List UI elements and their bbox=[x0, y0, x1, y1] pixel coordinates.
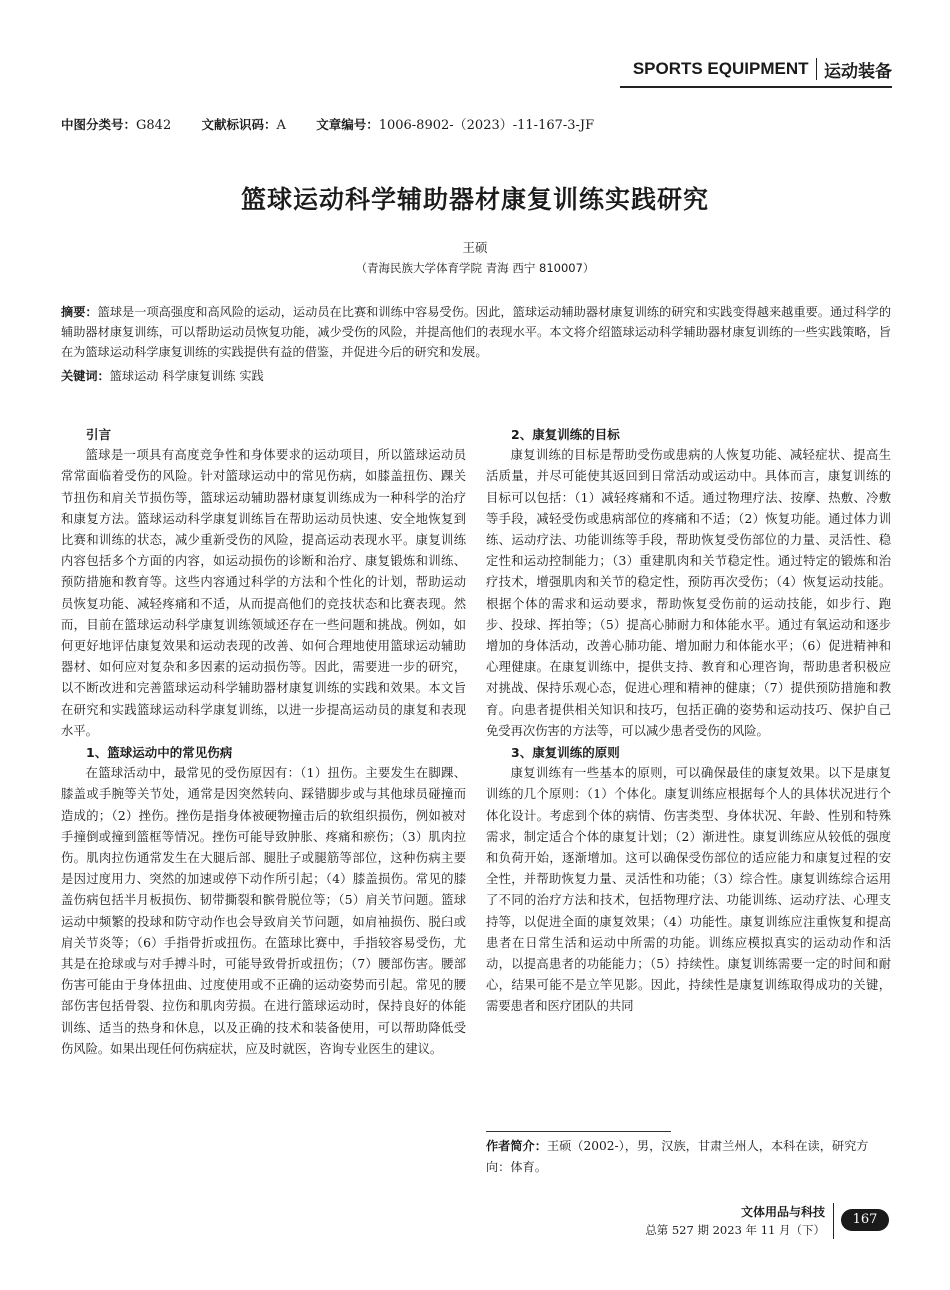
section-3-heading: 3、康复训练的原则 bbox=[511, 745, 620, 761]
section-3-paragraph: 康复训练有一些基本的原则，可以确保最佳的康复效果。以下是康复训练的几个原则：（1）个体化。康复训练应根据每个人的具体状况进行个体化设计。考虑到个体的病情、伤害类型、身体状况、年龄、性别和特殊需求，制定适合个体的康复计划；（2）渐进性。康复训练应从较低的强度和负荷开始，逐渐增加。这可以确保受伤部位的适应能力和康复过程的安全性，并帮助恢复力量、灵活性和功能；（3）综合性。康复训练综合运用了不同的治疗方法和技术，包括物理疗法、功能训练、运动疗法、心理支持等，以促进全面的康复效果；（4）功能性。康复训练应注重恢复和提高患者在日常生活和运动中所需的功能。训练应模拟真实的运动动作和活动，以提高患者的功能能力；（5）持续性。康复训练需要一定的时间和耐心，结果可能不是立竿见影。因此，持续性是康复训练取得成功的关键，需要患者和医疗团队的共同 bbox=[486, 766, 891, 1014]
right-column bbox=[486, 424, 891, 1018]
section-label-cn: 运动装备 bbox=[824, 61, 892, 81]
article-number-value: 1006-8902-（2023）-11-167-3-JF bbox=[378, 118, 595, 133]
article-number-label: 文章编号： bbox=[316, 117, 379, 132]
abstract-text: 篮球是一项高强度和高风险的运动，运动员在比赛和训练中容易受伤。因此，篮球运动辅助器材康复训练的研究和实践变得越来越重要。通过科学的辅助器材康复训练，可以帮助运动员恢复功能，减少受伤的风险，并提高他们的表现水平。本文将介绍篮球运动科学辅助器材康复训练的一些实践策略，旨在为篮球运动科学康复训练的实践提供有益的借鉴，并促进今后的研究和发展。 bbox=[61, 305, 892, 359]
author-bio-label: 作者简介： bbox=[486, 1139, 547, 1153]
header-rule bbox=[620, 86, 892, 88]
footer-separator bbox=[833, 1203, 834, 1239]
section-1-paragraph: 在篮球活动中，最常见的受伤原因有：（1）扭伤。主要发生在脚踝、膝盖或手腕等关节处，通常是因突然转向、踩错脚步或与其他球员碰撞而造成的；（2）挫伤。挫伤是指身体被硬物撞击后的软组织损伤，例如被对手撞倒或撞到篮框等情况。挫伤可能导致肿胀、疼痛和瘀伤；（3）肌肉拉伤。肌肉拉伤通常发生在大腿后部、腿肚子或腿筋等部位，这种伤病主要是因过度用力、突然的加速或停下动作所引起；（4）膝盖损伤。常见的膝盖伤病包括半月板损伤、韧带撕裂和髌骨脱位等；（5）肩关节问题。篮球运动中频繁的投球和防守动作也会导致肩关节问题，如肩袖损伤、脱臼或肩关节炎等；（6）手指骨折或扭伤。在篮球比赛中，手指较容易受伤，尤其是在抢球或与对手搏斗时，可能导致骨折或扭伤；（7）腰部伤害。腰部伤害可能由于身体扭曲、过度使用或不正确的运动姿势而引起。常见的腰部伤害包括骨裂、拉伤和肌肉劳损。在进行篮球运动时，保持良好的体能训练、适当的热身和休息，以及正确的技术和装备使用，可以帮助降低受伤风险。如果出现任何伤病症状，应及时就医，咨询专业医生的建议。 bbox=[61, 766, 466, 1056]
section-2-paragraph: 康复训练的目标是帮助受伤或患病的人恢复功能、减轻症状、提高生活质量，并尽可能使其返回到日常活动或运动中。具体而言，康复训练的目标可以包括：（1）减轻疼痛和不适。通过物理疗法、按摩、热敷、冷敷等手段，减轻受伤或患病部位的疼痛和不适；（2）恢复功能。通过体力训练、运动疗法、功能训练等手段，帮助恢复受伤部位的力量、灵活性、稳定性和运动控制能力；（3）重建肌肉和关节稳定性。通过特定的锻炼和治疗技术，增强肌肉和关节的稳定性，预防再次受伤；（4）恢复运动技能。根据个体的需求和运动要求，帮助恢复受伤前的运动技能，如步行、跑步、投球、挥拍等；（5）提高心肺耐力和体能水平。通过有氧运动和逐步增加的身体活动，改善心肺功能、增加耐力和体能水平；（6）促进精神和心理健康。在康复训练中，提供支持、教育和心理咨询，帮助患者积极应对挑战、保持乐观心态，促进心理和精神的健康；（7）提供预防措施和教育。向患者提供相关知识和技巧，包括正确的姿势和运动技巧、保护自己免受再次伤害的方法等，可以减少患者受伤的风险。 bbox=[486, 448, 891, 738]
classification-line bbox=[61, 114, 594, 133]
section-label-en: SPORTS EQUIPMENT bbox=[632, 59, 809, 78]
keywords bbox=[61, 366, 891, 386]
clc-value: G842 bbox=[136, 118, 172, 133]
footnote-rule bbox=[486, 1131, 671, 1132]
paper-title: 篮球运动科学辅助器材康复训练实践研究 bbox=[240, 185, 709, 214]
journal-name: 文体用品与科技 bbox=[740, 1205, 825, 1219]
keywords-text: 篮球运动 科学康复训练 实践 bbox=[109, 369, 264, 383]
author-affiliation: （青海民族大学体育学院 青海 西宁 810007） bbox=[355, 261, 595, 275]
section-1-heading: 1、篮球运动中的常见伤病 bbox=[86, 745, 233, 761]
doc-code-value: A bbox=[276, 118, 286, 133]
intro-paragraph: 篮球是一项具有高度竞争性和身体要求的运动项目，所以篮球运动员常常面临着受伤的风险。针对篮球运动中的常见伤病，如膝盖扭伤、踝关节扭伤和肩关节损伤等，篮球运动辅助器材康复训练成为一种科学的治疗和康复方法。篮球运动科学康复训练旨在帮助运动员快速、安全地恢复到比赛和训练的状态，减少重新受伤的风险，提高运动表现水平。康复训练内容包括多个方面的内容，如运动损伤的诊断和治疗、康复锻炼和训练、预防措施和教育等。这些内容通过科学的方法和个性化的计划，帮助运动员恢复功能、减轻疼痛和不适，从而提高他们的竞技状态和比赛表现。然而，目前在篮球运动科学康复训练领域还存在一些问题和挑战。例如，如何更好地评估康复效果和运动表现的改善、如何合理地使用篮球运动辅助器材、如何应对复杂和多因素的运动损伤等。因此，需要进一步的研究，以不断改进和完善篮球运动科学辅助器材康复训练的实践和效果。本文旨在研究和实践篮球运动科学康复训练，以进一步提高运动员的康复和表现水平。 bbox=[61, 448, 466, 738]
author-name: 王硕 bbox=[462, 240, 488, 255]
author-bio-footnote bbox=[486, 1136, 891, 1178]
running-header bbox=[633, 56, 892, 82]
keywords-label: 关键词： bbox=[61, 369, 110, 383]
left-column bbox=[61, 424, 466, 1060]
header-separator bbox=[816, 58, 818, 80]
doc-code-label: 文献标识码： bbox=[201, 117, 277, 132]
page-number-badge: 167 bbox=[841, 1209, 889, 1231]
intro-heading: 引言 bbox=[86, 427, 112, 442]
abstract bbox=[61, 302, 891, 362]
section-2-heading: 2、康复训练的目标 bbox=[511, 427, 620, 442]
author-bio-text: 王硕（2002-），男，汉族，甘肃兰州人，本科在读，研究方向：体育。 bbox=[486, 1139, 869, 1174]
issue-info: 总第 527 期 2023 年 11 月（下） bbox=[645, 1223, 825, 1237]
clc-label: 中图分类号： bbox=[61, 117, 137, 132]
abstract-label: 摘要： bbox=[61, 305, 98, 319]
